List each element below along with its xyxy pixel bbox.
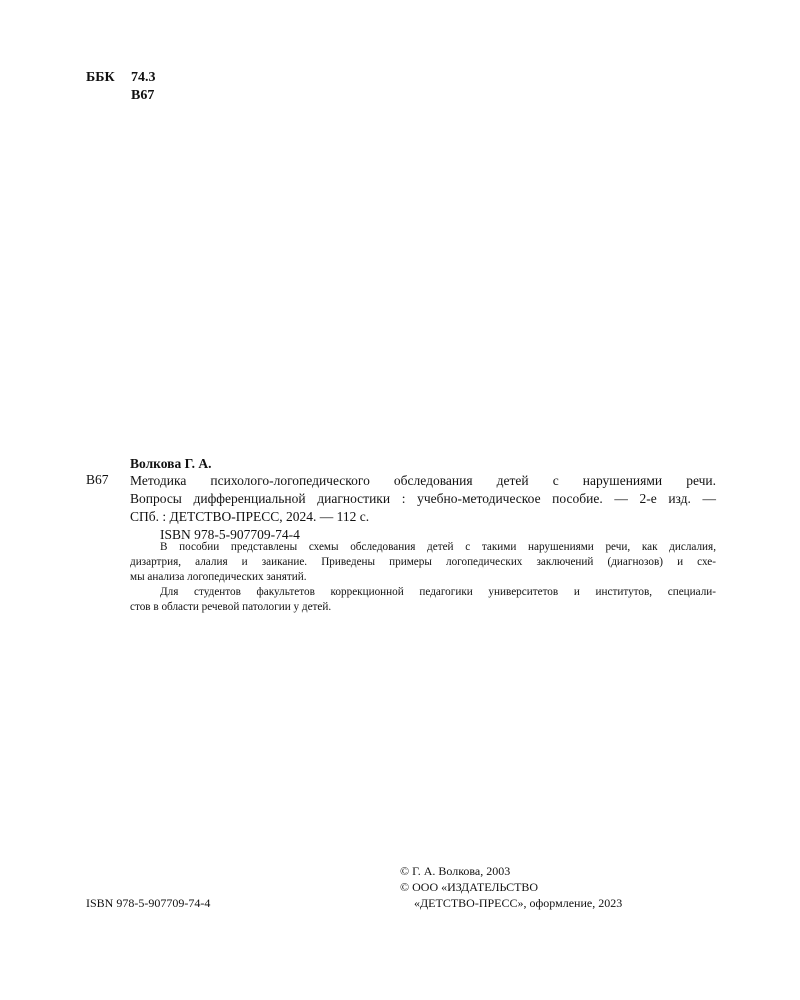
bibliographic-description bbox=[130, 472, 716, 526]
footer-isbn: ISBN 978-5-907709-74-4 bbox=[86, 896, 211, 910]
author-name: Волкова Г. А. bbox=[130, 456, 212, 471]
annotation-line: В пособии представлены схемы обследования детей с такими нарушениями речи, как дислалия, bbox=[160, 541, 716, 553]
annotation-line: Для студентов факультетов коррекционной педагогики университетов и институтов, специали- bbox=[160, 586, 716, 598]
copyright-design: «ДЕТСТВО-ПРЕСС», оформление, 2023 bbox=[414, 896, 623, 910]
isbn-entry: ISBN 978-5-907709-74-4 bbox=[160, 527, 300, 542]
annotation-line: стов в области речевой патологии у детей. bbox=[130, 601, 332, 613]
bbk-label: ББК bbox=[86, 70, 115, 85]
author-mark: В67 bbox=[131, 88, 155, 103]
bib-line: Методика психолого-логопедического обследования детей с нарушениями речи. bbox=[130, 473, 716, 488]
author-mark-left: В67 bbox=[86, 472, 109, 487]
annotation bbox=[130, 540, 716, 615]
annotation-line: дизартрия, алалия и заикание. Приведены примеры логопедических заключений (диагнозов) и схе- bbox=[130, 556, 716, 568]
bib-line: СПб. : ДЕТСТВО-ПРЕСС, 2024. — 112 с. bbox=[130, 509, 370, 524]
copyright-publisher: © ООО «ИЗДАТЕЛЬСТВО bbox=[400, 880, 539, 894]
bbk-code: 74.3 bbox=[131, 70, 156, 85]
annotation-line: мы анализа логопедических занятий. bbox=[130, 571, 307, 583]
bib-line: Вопросы дифференциальной диагностики : учебно-методическое пособие. — 2-е изд. — bbox=[130, 491, 716, 506]
copyright-author: © Г. А. Волкова, 2003 bbox=[400, 864, 511, 878]
